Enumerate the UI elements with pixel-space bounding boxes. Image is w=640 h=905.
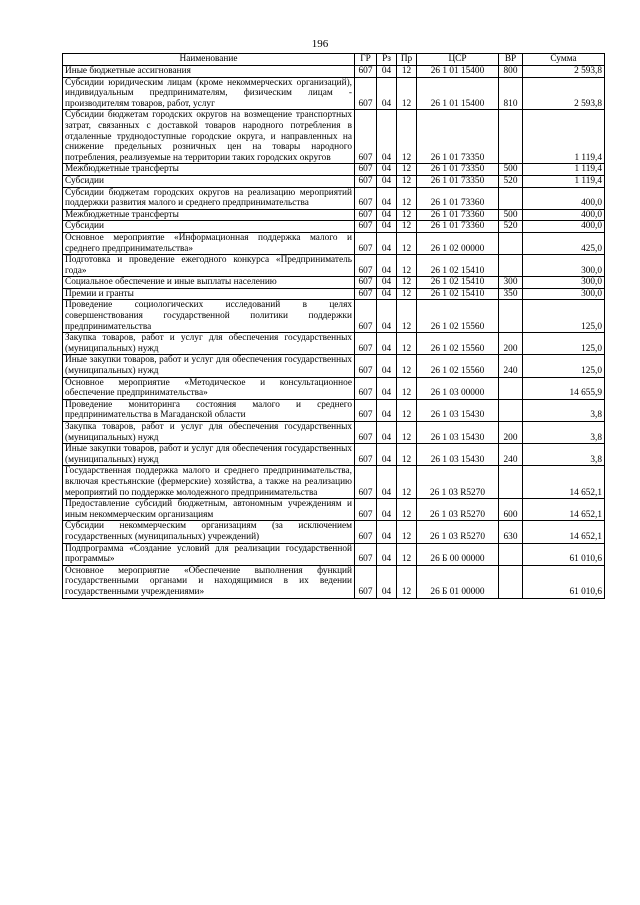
- cell-gr: 607: [355, 164, 377, 176]
- cell-vr: 240: [499, 355, 523, 377]
- cell-pr: 12: [397, 377, 417, 399]
- cell-name: Субсидии: [63, 221, 355, 233]
- cell-rz: 04: [377, 277, 397, 289]
- cell-sum: 1 119,4: [523, 110, 605, 164]
- cell-rz: 04: [377, 77, 397, 110]
- page-number: 196: [311, 38, 329, 50]
- cell-sum: 1 119,4: [523, 164, 605, 176]
- cell-csr: 26 1 02 15410: [417, 255, 499, 277]
- cell-csr: 26 1 03 15430: [417, 399, 499, 421]
- cell-name: Проведение социологических исследований в целях совершенствования государственной политики поддержки предпринимательства: [63, 300, 355, 333]
- cell-vr: 200: [499, 422, 523, 444]
- cell-gr: 607: [355, 288, 377, 300]
- cell-sum: 300,0: [523, 277, 605, 289]
- cell-pr: 12: [397, 255, 417, 277]
- cell-vr: 500: [499, 209, 523, 221]
- cell-gr: 607: [355, 355, 377, 377]
- cell-csr: 26 1 02 15410: [417, 277, 499, 289]
- cell-csr: 26 1 03 R5270: [417, 466, 499, 499]
- cell-name: Межбюджетные трансферты: [63, 164, 355, 176]
- cell-sum: 61 010,6: [523, 543, 605, 565]
- cell-csr: 26 1 01 15400: [417, 66, 499, 78]
- cell-gr: 607: [355, 499, 377, 521]
- table-header: [63, 54, 605, 66]
- cell-csr: 26 1 02 15560: [417, 333, 499, 355]
- cell-sum: 400,0: [523, 187, 605, 209]
- cell-rz: 04: [377, 187, 397, 209]
- header-gr: ГР: [355, 54, 377, 66]
- cell-sum: 1 119,4: [523, 175, 605, 187]
- header-sum: Сумма: [523, 54, 605, 66]
- cell-pr: 12: [397, 543, 417, 565]
- table-row: [63, 543, 605, 565]
- cell-rz: 04: [377, 66, 397, 78]
- cell-rz: 04: [377, 399, 397, 421]
- cell-name: Подготовка и проведение ежегодного конкурса «Предприниматель года»: [63, 255, 355, 277]
- cell-pr: 12: [397, 110, 417, 164]
- cell-vr: 300: [499, 277, 523, 289]
- cell-name: Основное мероприятие «Методическое и консультационное обеспечение предпринимательства»: [63, 377, 355, 399]
- header-vr: ВР: [499, 54, 523, 66]
- table-row: [63, 399, 605, 421]
- cell-vr: 810: [499, 77, 523, 110]
- cell-name: Премии и гранты: [63, 288, 355, 300]
- cell-name: Иные закупки товаров, работ и услуг для обеспечения государственных (муниципальных) нужд: [63, 444, 355, 466]
- cell-name: Субсидии юридическим лицам (кроме некоммерческих организаций), индивидуальным предпринимателям, физическим лицам - производителям товаров, работ, услуг: [63, 77, 355, 110]
- cell-gr: 607: [355, 422, 377, 444]
- cell-pr: 12: [397, 399, 417, 421]
- cell-name: Основное мероприятие «Информационная поддержка малого и среднего предпринимательства»: [63, 232, 355, 254]
- cell-vr: 500: [499, 164, 523, 176]
- cell-pr: 12: [397, 209, 417, 221]
- cell-rz: 04: [377, 377, 397, 399]
- cell-sum: 125,0: [523, 300, 605, 333]
- cell-gr: 607: [355, 399, 377, 421]
- cell-gr: 607: [355, 377, 377, 399]
- cell-pr: 12: [397, 187, 417, 209]
- cell-sum: 2 593,8: [523, 77, 605, 110]
- cell-pr: 12: [397, 232, 417, 254]
- cell-pr: 12: [397, 444, 417, 466]
- cell-vr: 800: [499, 66, 523, 78]
- cell-name: Субсидии некоммерческим организациям (за исключением государственных (муниципальных) учреждений): [63, 521, 355, 543]
- cell-vr: 630: [499, 521, 523, 543]
- cell-sum: 3,8: [523, 399, 605, 421]
- cell-gr: 607: [355, 232, 377, 254]
- cell-csr: 26 1 02 15560: [417, 355, 499, 377]
- header-row: [63, 54, 605, 66]
- cell-pr: 12: [397, 333, 417, 355]
- cell-vr: [499, 377, 523, 399]
- cell-csr: 26 1 01 73350: [417, 110, 499, 164]
- cell-csr: 26 Б 00 00000: [417, 543, 499, 565]
- cell-csr: 26 1 01 73360: [417, 209, 499, 221]
- cell-vr: [499, 466, 523, 499]
- cell-name: Предоставление субсидий бюджетным, автономным учреждениям и иным некоммерческим организациям: [63, 499, 355, 521]
- header-csr: ЦСР: [417, 54, 499, 66]
- cell-gr: 607: [355, 300, 377, 333]
- header-pr: Пр: [397, 54, 417, 66]
- cell-csr: 26 1 03 15430: [417, 444, 499, 466]
- cell-name: Иные бюджетные ассигнования: [63, 66, 355, 78]
- cell-rz: 04: [377, 288, 397, 300]
- cell-pr: 12: [397, 355, 417, 377]
- cell-sum: 300,0: [523, 288, 605, 300]
- cell-vr: [499, 232, 523, 254]
- table-row: [63, 232, 605, 254]
- table-row: [63, 288, 605, 300]
- table-row: [63, 77, 605, 110]
- cell-rz: 04: [377, 422, 397, 444]
- cell-pr: 12: [397, 422, 417, 444]
- cell-gr: 607: [355, 277, 377, 289]
- table-row: [63, 300, 605, 333]
- cell-gr: 607: [355, 221, 377, 233]
- budget-table: [62, 53, 605, 599]
- cell-pr: 12: [397, 66, 417, 78]
- cell-gr: 607: [355, 565, 377, 598]
- cell-pr: 12: [397, 164, 417, 176]
- cell-name: Проведение мониторинга состояния малого и среднего предпринимательства в Магаданской области: [63, 399, 355, 421]
- cell-name: Иные закупки товаров, работ и услуг для обеспечения государственных (муниципальных) нужд: [63, 355, 355, 377]
- table-row: [63, 255, 605, 277]
- cell-pr: 12: [397, 77, 417, 110]
- cell-sum: 125,0: [523, 333, 605, 355]
- cell-name: Субсидии: [63, 175, 355, 187]
- cell-vr: [499, 300, 523, 333]
- cell-rz: 04: [377, 209, 397, 221]
- cell-sum: 425,0: [523, 232, 605, 254]
- cell-rz: 04: [377, 221, 397, 233]
- table-row: [63, 444, 605, 466]
- cell-sum: 14 655,9: [523, 377, 605, 399]
- cell-sum: 2 593,8: [523, 66, 605, 78]
- cell-rz: 04: [377, 300, 397, 333]
- cell-gr: 607: [355, 521, 377, 543]
- cell-sum: 400,0: [523, 221, 605, 233]
- cell-csr: 26 1 02 15560: [417, 300, 499, 333]
- cell-vr: 520: [499, 175, 523, 187]
- cell-name: Субсидии бюджетам городских округов на реализацию мероприятий поддержки развития малого и среднего предпринимательства: [63, 187, 355, 209]
- cell-vr: 240: [499, 444, 523, 466]
- cell-name: Закупка товаров, работ и услуг для обеспечения государственных (муниципальных) нужд: [63, 333, 355, 355]
- table-body: [63, 66, 605, 599]
- cell-csr: 26 1 01 15400: [417, 77, 499, 110]
- cell-name: Межбюджетные трансферты: [63, 209, 355, 221]
- cell-gr: 607: [355, 333, 377, 355]
- cell-gr: 607: [355, 187, 377, 209]
- cell-name: Государственная поддержка малого и среднего предпринимательства, включая крестьянские (фермерские) хозяйства, а также на реализацию мероприятий по поддержке молодежного предпринимательства: [63, 466, 355, 499]
- cell-vr: 600: [499, 499, 523, 521]
- cell-rz: 04: [377, 175, 397, 187]
- cell-sum: 14 652,1: [523, 466, 605, 499]
- cell-rz: 04: [377, 333, 397, 355]
- cell-sum: 125,0: [523, 355, 605, 377]
- cell-name: Социальное обеспечение и иные выплаты населению: [63, 277, 355, 289]
- cell-csr: 26 1 01 73360: [417, 187, 499, 209]
- cell-sum: 3,8: [523, 444, 605, 466]
- cell-rz: 04: [377, 255, 397, 277]
- cell-gr: 607: [355, 110, 377, 164]
- cell-csr: 26 1 01 73350: [417, 164, 499, 176]
- table-row: [63, 110, 605, 164]
- cell-gr: 607: [355, 466, 377, 499]
- table-row: [63, 422, 605, 444]
- cell-rz: 04: [377, 521, 397, 543]
- cell-vr: 200: [499, 333, 523, 355]
- cell-rz: 04: [377, 466, 397, 499]
- cell-csr: 26 Б 01 00000: [417, 565, 499, 598]
- header-rz: Рз: [377, 54, 397, 66]
- header-name: Наименование: [63, 54, 355, 66]
- table-row: [63, 175, 605, 187]
- cell-name: Закупка товаров, работ и услуг для обеспечения государственных (муниципальных) нужд: [63, 422, 355, 444]
- table-row: [63, 355, 605, 377]
- cell-gr: 607: [355, 209, 377, 221]
- cell-pr: 12: [397, 565, 417, 598]
- cell-csr: 26 1 03 R5270: [417, 499, 499, 521]
- cell-sum: 14 652,1: [523, 521, 605, 543]
- cell-vr: [499, 110, 523, 164]
- cell-sum: 3,8: [523, 422, 605, 444]
- cell-sum: 14 652,1: [523, 499, 605, 521]
- table-row: [63, 521, 605, 543]
- cell-csr: 26 1 02 00000: [417, 232, 499, 254]
- cell-rz: 04: [377, 110, 397, 164]
- cell-name: Подпрограмма «Создание условий для реализации государственной программы»: [63, 543, 355, 565]
- cell-csr: 26 1 02 15410: [417, 288, 499, 300]
- cell-gr: 607: [355, 255, 377, 277]
- cell-gr: 607: [355, 77, 377, 110]
- cell-csr: 26 1 01 73350: [417, 175, 499, 187]
- cell-pr: 12: [397, 499, 417, 521]
- table-row: [63, 277, 605, 289]
- cell-vr: [499, 565, 523, 598]
- cell-vr: 350: [499, 288, 523, 300]
- cell-rz: 04: [377, 543, 397, 565]
- cell-rz: 04: [377, 355, 397, 377]
- cell-csr: 26 1 01 73360: [417, 221, 499, 233]
- cell-sum: 400,0: [523, 209, 605, 221]
- cell-pr: 12: [397, 288, 417, 300]
- cell-sum: 61 010,6: [523, 565, 605, 598]
- cell-rz: 04: [377, 499, 397, 521]
- cell-gr: 607: [355, 444, 377, 466]
- cell-vr: [499, 543, 523, 565]
- cell-pr: 12: [397, 221, 417, 233]
- table-row: [63, 377, 605, 399]
- cell-vr: [499, 399, 523, 421]
- cell-rz: 04: [377, 444, 397, 466]
- cell-vr: [499, 187, 523, 209]
- cell-csr: 26 1 03 R5270: [417, 521, 499, 543]
- table-row: [63, 333, 605, 355]
- cell-gr: 607: [355, 66, 377, 78]
- table-row: [63, 187, 605, 209]
- cell-csr: 26 1 03 00000: [417, 377, 499, 399]
- table-row: [63, 66, 605, 78]
- cell-gr: 607: [355, 543, 377, 565]
- cell-sum: 300,0: [523, 255, 605, 277]
- cell-pr: 12: [397, 466, 417, 499]
- table-row: [63, 164, 605, 176]
- cell-pr: 12: [397, 175, 417, 187]
- table-row: [63, 221, 605, 233]
- table-row: [63, 565, 605, 598]
- cell-pr: 12: [397, 277, 417, 289]
- cell-pr: 12: [397, 300, 417, 333]
- cell-pr: 12: [397, 521, 417, 543]
- table-row: [63, 466, 605, 499]
- cell-rz: 04: [377, 164, 397, 176]
- table-row: [63, 209, 605, 221]
- cell-vr: [499, 255, 523, 277]
- cell-name: Субсидии бюджетам городских округов на возмещение транспортных затрат, связанных с доставкой товаров народного потребления в отдаленные труднодоступные городские округа, и направленных на снижение предельных розничных цен на товары народного потребления, реализуемые на территории таких городских округов: [63, 110, 355, 164]
- cell-vr: 520: [499, 221, 523, 233]
- table-row: [63, 499, 605, 521]
- cell-name: Основное мероприятие «Обеспечение выполнения функций государственными органами и находящимися в их ведении государственными учреждениями»: [63, 565, 355, 598]
- cell-rz: 04: [377, 232, 397, 254]
- cell-rz: 04: [377, 565, 397, 598]
- cell-gr: 607: [355, 175, 377, 187]
- cell-csr: 26 1 03 15430: [417, 422, 499, 444]
